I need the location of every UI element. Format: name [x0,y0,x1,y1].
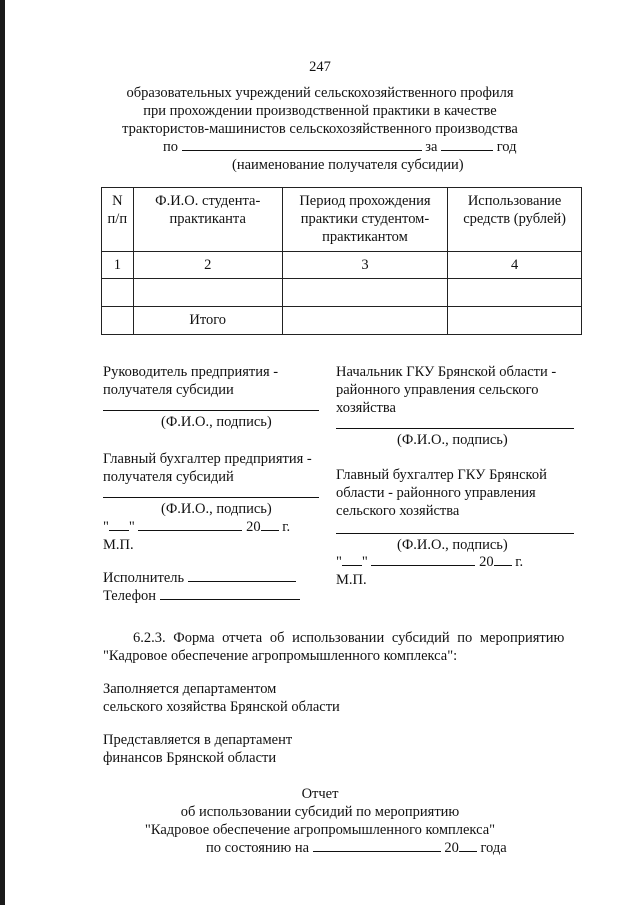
header-line-1: образовательных учреждений сельскохозяйственного профиля [126,85,514,101]
page-number: 247 [309,59,331,75]
day-blank[interactable] [109,518,129,531]
phone-label: Телефон [103,588,156,604]
index-cell: 2 [133,252,282,279]
section-para-line2: "Кадровое обеспечение агропромышленного комплекса": [103,648,458,664]
index-cell: 1 [102,252,134,279]
table-header-row [102,188,582,252]
section-para-line1 [133,629,601,647]
table-cell[interactable] [448,307,582,335]
right-date-row [336,553,523,571]
practice-table [101,187,582,335]
left-head-signature-line[interactable] [103,410,319,411]
table-cell[interactable] [282,307,447,335]
col-header-number [102,188,134,252]
report-title-line2: об использовании субсидий по мероприятию [180,804,460,820]
phone-blank[interactable] [160,587,300,600]
left-head-line2: получателя субсидии [103,382,234,398]
filled-by-line2: сельского хозяйства Брянской области [103,699,340,715]
index-cell: 4 [448,252,582,279]
right-accountant-line1: Главный бухгалтер ГКУ Брянской [336,467,547,483]
table-row [102,279,582,307]
year-digits-blank[interactable] [261,518,279,531]
date-suffix: г. [515,554,524,570]
by-label: по [163,139,179,155]
as-of-year-prefix: 20 [444,840,459,856]
left-fio-caption-2: (Ф.И.О., подпись) [161,501,272,517]
month-blank[interactable] [371,553,475,566]
section-para-line1-text: 6.2.3. Форма отчета об использовании субсидий по мероприятию [133,630,565,646]
executor-label: Исполнитель [103,570,185,586]
left-accountant-line1: Главный бухгалтер предприятия - [103,451,312,467]
as-of-year-suffix: года [480,840,507,856]
year-blank[interactable] [441,138,493,151]
header-recipient-row [163,138,516,156]
for-label: за [425,139,438,155]
report-as-of-row [206,839,507,857]
left-accountant-line2: получателя субсидий [103,469,234,485]
year-label: год [496,139,517,155]
left-stamp: М.П. [103,537,134,553]
col-header-number-line2: п/п [107,211,128,227]
table-index-row [102,252,582,279]
right-accountant-line2: области - районного управления [336,485,536,501]
recipient-blank[interactable] [182,138,422,151]
left-accountant-signature-line[interactable] [103,497,319,498]
col-header-period-line2: практики студентом- [300,211,430,227]
as-of-year-blank[interactable] [459,839,477,852]
col-header-period [282,188,447,252]
report-title-line3: "Кадровое обеспечение агропромышленного комплекса" [144,822,496,838]
col-header-student [133,188,282,252]
right-head-line1: Начальник ГКУ Брянской области - [336,364,557,380]
phone-row [103,587,300,605]
day-blank[interactable] [342,553,362,566]
date-quote-close: " [361,554,368,570]
submitted-line1: Представляется в департамент [103,732,293,748]
col-header-funds-line1: Использование [467,193,562,209]
col-header-funds-line2: средств (рублей) [463,211,566,227]
table-cell[interactable] [102,307,134,335]
filled-by-line1: Заполняется департаментом [103,681,277,697]
right-head-line3: хозяйства [336,400,396,416]
col-header-student-line2: практиканта [169,211,246,227]
report-title-line1: Отчет [301,786,339,802]
executor-blank[interactable] [188,569,296,582]
as-of-label: по состоянию на [206,840,310,856]
col-header-period-line1: Период прохождения [299,193,431,209]
month-blank[interactable] [138,518,242,531]
date-quote-open: " [336,554,342,570]
date-year-prefix: 20 [479,554,494,570]
right-head-signature-line[interactable] [336,428,574,429]
table-total-row [102,307,582,335]
col-header-period-line3: практикантом [322,229,408,245]
year-digits-blank[interactable] [494,553,512,566]
col-header-funds [448,188,582,252]
index-cell: 3 [282,252,447,279]
right-accountant-signature-line[interactable] [336,533,574,534]
total-label: Итого [133,307,282,335]
date-quote-open: " [103,519,109,535]
header-line-3: трактористов-машинистов сельскохозяйственного производства [122,121,518,137]
table-cell[interactable] [448,279,582,307]
table-cell[interactable] [133,279,282,307]
right-fio-caption-2: (Ф.И.О., подпись) [397,537,508,553]
header-line-2: при прохождении производственной практики в качестве [143,103,497,119]
left-fio-caption-1: (Ф.И.О., подпись) [161,414,272,430]
table-cell[interactable] [102,279,134,307]
as-of-date-blank[interactable] [313,839,441,852]
left-date-row [103,518,290,536]
right-accountant-line3: сельского хозяйства [336,503,460,519]
date-quote-close: " [128,519,135,535]
right-fio-caption-1: (Ф.И.О., подпись) [397,432,508,448]
recipient-caption: (наименование получателя субсидии) [232,157,464,173]
col-header-number-line1: N [112,193,123,209]
submitted-line2: финансов Брянской области [103,750,277,766]
col-header-student-line1: Ф.И.О. студента- [155,193,261,209]
date-suffix: г. [282,519,291,535]
table-cell[interactable] [282,279,447,307]
left-head-line1: Руководитель предприятия - [103,364,279,380]
executor-row [103,569,296,587]
date-year-prefix: 20 [246,519,261,535]
right-head-line2: районного управления сельского [336,382,539,398]
right-stamp: М.П. [336,572,367,588]
